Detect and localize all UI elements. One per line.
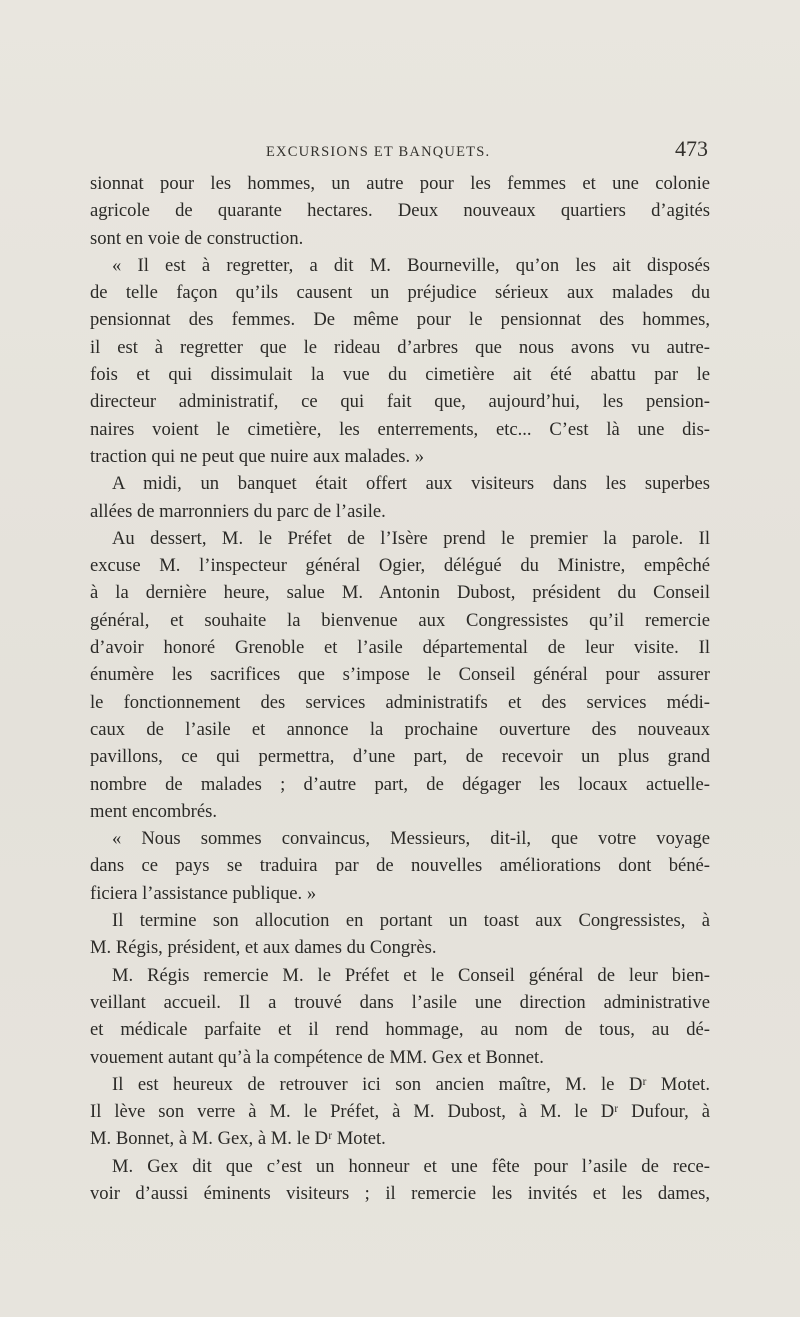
page-number: 473: [675, 136, 708, 161]
text-line: ment encombrés.: [90, 800, 218, 822]
text-line: agricole de quarante hectares. Deux nouveaux quartiers d’agités: [90, 200, 710, 222]
text-line: sont en voie de construction.: [90, 227, 304, 249]
text-line: fois et qui dissimulait la vue du cimetière ait été abattu par le: [90, 364, 710, 386]
text-line: excuse M. l’inspecteur général Ogier, délégué du Ministre, empêché: [90, 555, 710, 577]
text-line: directeur administratif, ce qui fait que, aujourd’hui, les pension-: [90, 391, 710, 413]
text-line: M. Régis, président, et aux dames du Congrès.: [90, 937, 437, 959]
text-line: caux de l’asile et annonce la prochaine ouverture des nouveaux: [90, 718, 710, 740]
text-line: allées de marronniers du parc de l’asile.: [90, 500, 386, 522]
text-line: général, et souhaite la bienvenue aux Congressistes qu’il remercie: [90, 609, 710, 631]
text-line: nombre de malades ; d’autre part, de dégager les locaux actuelle-: [90, 773, 710, 795]
text-line: vouement autant qu’à la compétence de MM. Gex et Bonnet.: [90, 1046, 544, 1068]
text-line: dans ce pays se traduira par de nouvelles améliorations dont béné-: [90, 855, 710, 877]
text-line: pensionnat des femmes. De même pour le pensionnat des hommes,: [90, 309, 710, 331]
text-line: Il lève son verre à M. le Préfet, à M. Dubost, à M. le Dʳ Dufour, à: [90, 1101, 710, 1123]
text-line: voir d’aussi éminents visiteurs ; il remercie les invités et les dames,: [90, 1182, 710, 1204]
body-text: [90, 170, 710, 1207]
text-line: le fonctionnement des services administratifs et des services médi-: [90, 691, 710, 713]
text-line: traction qui ne peut que nuire aux malades. »: [90, 445, 425, 467]
running-head: EXCURSIONS ET BANQUETS.: [266, 144, 491, 160]
text-line: de telle façon qu’ils causent un préjudice sérieux aux malades du: [90, 282, 710, 304]
text-line: M. Régis remercie M. le Préfet et le Conseil général de leur bien-: [112, 964, 710, 986]
page-header: [90, 136, 710, 166]
text-line: « Il est à regretter, a dit M. Bourneville, qu’on les ait disposés: [112, 254, 710, 276]
text-line: il est à regretter que le rideau d’arbres que nous avons vu autre-: [90, 336, 710, 358]
text-line: naires voient le cimetière, les enterrements, etc... C’est là une dis-: [90, 418, 710, 440]
text-line: Il est heureux de retrouver ici son ancien maître, M. le Dʳ Motet.: [112, 1073, 710, 1095]
text-line: veillant accueil. Il a trouvé dans l’asile une direction administrative: [90, 991, 710, 1013]
text-line: pavillons, ce qui permettra, d’une part, de recevoir un plus grand: [90, 746, 710, 768]
text-line: M. Bonnet, à M. Gex, à M. le Dʳ Motet.: [90, 1128, 386, 1150]
text-line: ficiera l’assistance publique. »: [90, 882, 317, 904]
text-line: A midi, un banquet était offert aux visiteurs dans les superbes: [112, 473, 710, 495]
text-line: « Nous sommes convaincus, Messieurs, dit-il, que votre voyage: [112, 828, 710, 850]
text-line: d’avoir honoré Grenoble et l’asile départemental de leur visite. Il: [90, 637, 710, 659]
text-line: M. Gex dit que c’est un honneur et une fête pour l’asile de rece-: [112, 1155, 710, 1177]
text-line: Il termine son allocution en portant un toast aux Congressistes, à: [112, 910, 710, 932]
text-line: énumère les sacrifices que s’impose le Conseil général pour assurer: [90, 664, 710, 686]
text-line: et médicale parfaite et il rend hommage, au nom de tous, au dé-: [90, 1019, 710, 1041]
text-line: Au dessert, M. le Préfet de l’Isère prend le premier la parole. Il: [112, 527, 710, 549]
text-line: à la dernière heure, salue M. Antonin Dubost, président du Conseil: [90, 582, 710, 604]
text-line: sionnat pour les hommes, un autre pour les femmes et une colonie: [90, 173, 710, 194]
